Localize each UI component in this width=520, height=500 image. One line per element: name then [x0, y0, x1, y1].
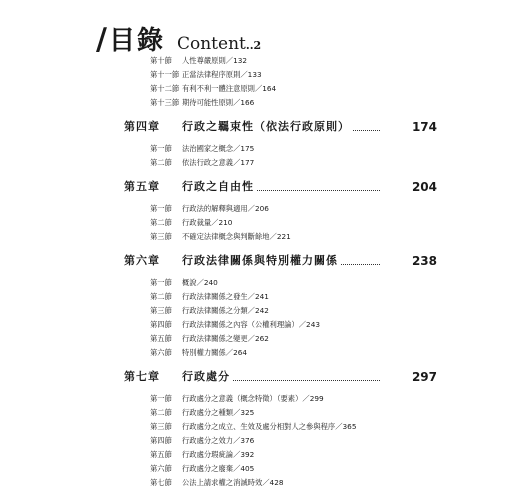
chapter-page: 297	[380, 369, 437, 385]
section-number: 第三節	[150, 306, 172, 315]
section-number: 第五節	[150, 450, 172, 459]
page-title: 目錄	[108, 26, 165, 56]
chapter-number: 第六章	[124, 254, 160, 267]
toc-section	[0, 96, 520, 110]
chapter-title: 行政法律關係與特別權力關係	[182, 253, 341, 269]
toc-section	[0, 216, 520, 230]
section-title: 公法上請求權之消滅時效／428	[182, 478, 284, 487]
section-number: 第二節	[150, 408, 172, 417]
toc-section	[0, 420, 520, 434]
section-title: 行政法律關係之內容（公權利理論）／243	[182, 320, 320, 329]
section-title: 行政處分之種類／325	[182, 408, 255, 417]
section-title: 正當法律程序原則／133	[182, 70, 262, 79]
section-number: 第四節	[150, 320, 172, 329]
section-number: 第四節	[150, 436, 172, 445]
section-title: 依法行政之意義／177	[182, 158, 255, 167]
toc-section	[0, 202, 520, 216]
page-subtitle: Content	[176, 34, 246, 54]
section-title: 不確定法律概念與判斷餘地／221	[182, 232, 291, 241]
section-number: 第一節	[150, 278, 172, 287]
chapter-page: 238	[380, 253, 437, 269]
section-number: 第一節	[150, 394, 172, 403]
section-number: 第五節	[150, 334, 172, 343]
section-number: 第三節	[150, 422, 172, 431]
chapter-number: 第四章	[124, 120, 160, 133]
section-title: 行政法律關係之發生／241	[182, 292, 269, 301]
section-title: 概說／240	[182, 278, 218, 287]
toc-section	[0, 142, 520, 156]
page-number: ..2	[245, 39, 262, 52]
section-title: 行政法的解釋與適用／206	[182, 204, 269, 213]
section-title: 法治國家之概念／175	[182, 144, 255, 153]
chapter-number: 第五章	[124, 180, 160, 193]
section-number: 第二節	[150, 292, 172, 301]
section-number: 第三節	[150, 232, 172, 241]
section-title: 有利不利一體注意原則／164	[182, 84, 277, 93]
toc-section	[0, 406, 520, 420]
toc-section	[0, 156, 520, 170]
chapter-page: 174	[380, 119, 437, 135]
section-number: 第十節	[150, 56, 172, 65]
title-slash: /	[96, 22, 107, 57]
toc-section	[0, 462, 520, 476]
toc-section	[0, 82, 520, 96]
section-number: 第二節	[150, 158, 172, 167]
section-title: 行政處分之意義（概念特徵）（要素）／299	[182, 394, 324, 403]
section-title: 期待可能性原則／166	[182, 98, 255, 107]
toc-section	[0, 448, 520, 462]
section-title: 行政處分之成立、生效及處分相對人之參與程序／365	[182, 422, 357, 431]
chapter-title: 行政處分	[182, 369, 233, 385]
section-number: 第七節	[150, 478, 172, 487]
toc-chapter	[0, 253, 520, 269]
toc-section	[0, 276, 520, 290]
toc-section	[0, 476, 520, 490]
toc-chapter	[0, 179, 520, 195]
section-title: 特別權力關係／264	[182, 348, 248, 357]
section-number: 第一節	[150, 144, 172, 153]
section-number: 第一節	[150, 204, 172, 213]
table-of-contents	[0, 54, 520, 490]
section-number: 第十一節	[150, 70, 180, 79]
section-number: 第六節	[150, 348, 172, 357]
toc-section	[0, 332, 520, 346]
section-title: 行政處分之效力／376	[182, 436, 255, 445]
chapter-page: 204	[380, 179, 437, 195]
toc-section	[0, 392, 520, 406]
toc-section	[0, 68, 520, 82]
chapter-number: 第七章	[124, 370, 160, 383]
section-number: 第二節	[150, 218, 172, 227]
section-number: 第十二節	[150, 84, 180, 93]
toc-section	[0, 434, 520, 448]
toc-chapter	[0, 369, 520, 385]
toc-section	[0, 290, 520, 304]
toc-header	[96, 20, 261, 56]
section-title: 行政處分瑕疵論／392	[182, 450, 255, 459]
section-title: 行政處分之廢棄／405	[182, 464, 255, 473]
toc-section	[0, 346, 520, 360]
section-title: 行政裁量／210	[182, 218, 233, 227]
toc-section	[0, 230, 520, 244]
toc-section	[0, 318, 520, 332]
toc-chapter	[0, 119, 520, 135]
chapter-title: 行政之自由性	[182, 179, 257, 195]
section-title: 行政法律關係之變更／262	[182, 334, 269, 343]
section-number: 第十三節	[150, 98, 180, 107]
toc-section	[0, 304, 520, 318]
section-title: 行政法律關係之分類／242	[182, 306, 269, 315]
chapter-title: 行政之羈束性（依法行政原則）	[182, 119, 353, 135]
section-number: 第六節	[150, 464, 172, 473]
toc-section	[0, 54, 520, 68]
section-title: 人性尊嚴原則／132	[182, 56, 248, 65]
